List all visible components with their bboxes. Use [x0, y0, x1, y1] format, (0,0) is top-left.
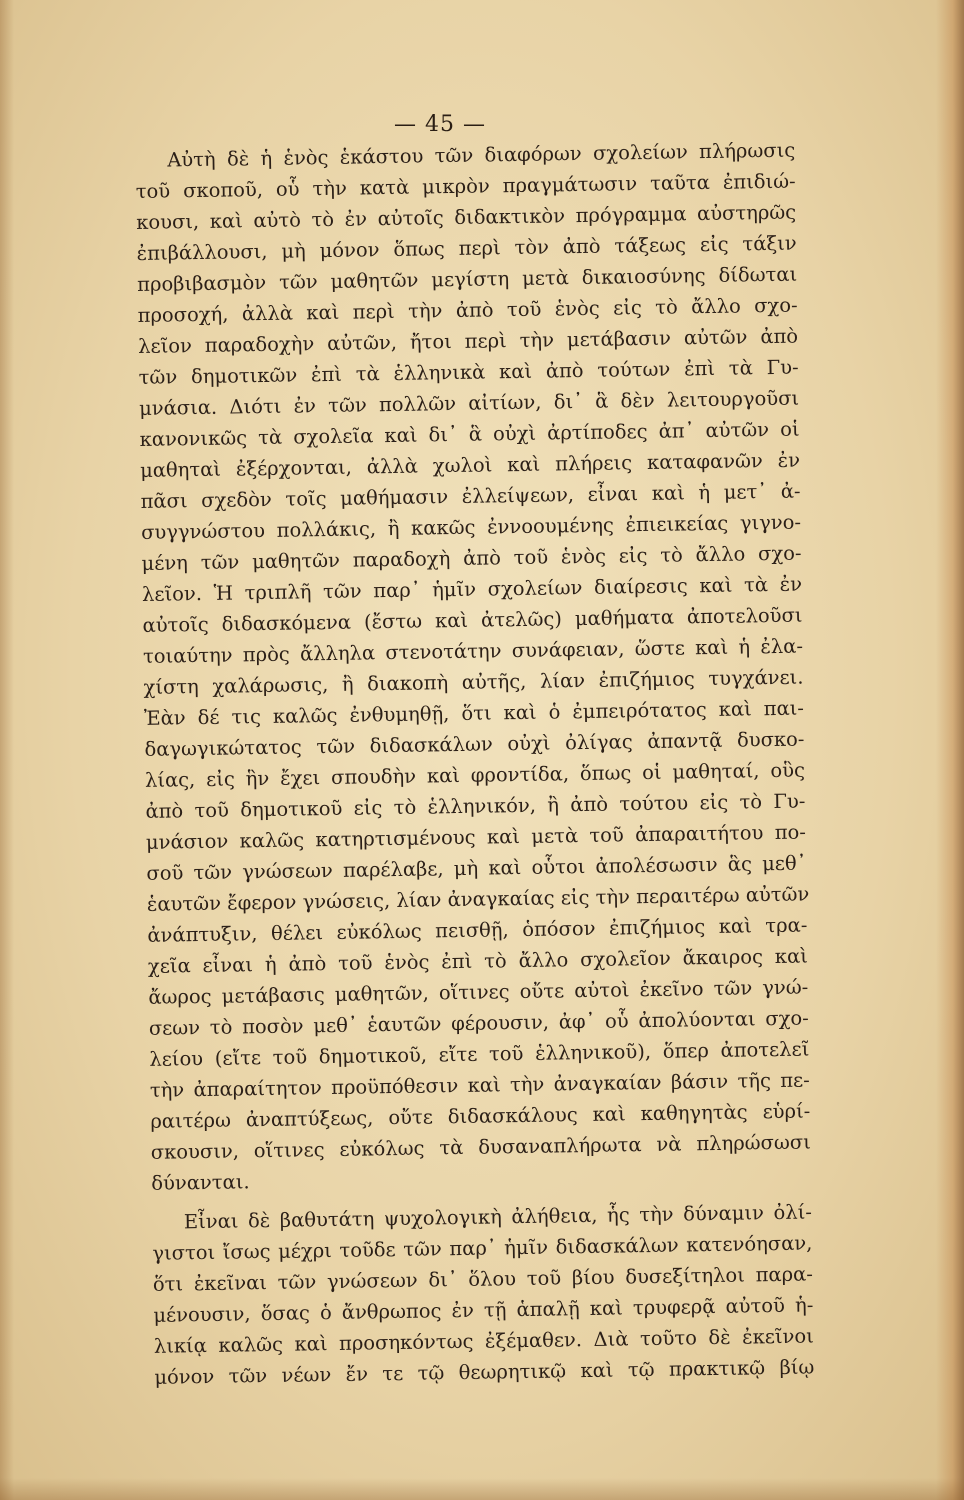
text-line: μόνον τῶν νέων ἔν τε τῷ θεωρητικῷ καὶ τῷ πρακτικῷ βίῳ: [154, 1355, 815, 1389]
text-line: σεων τὸ ποσὸν μεθ᾽ ἑαυτῶν φέρουσιν, ἀφ᾽ οὗ ἀπολύονται σχο-: [148, 1006, 809, 1040]
text-line: μνάσια. Διότι ἐν τῶν πολλῶν αἰτίων, δι᾽ ἃ δὲν λειτουργοῦσι: [138, 386, 800, 420]
body-text: [135, 135, 815, 1393]
text-line: αὐτοῖς διδασκόμενα (ἔστω καὶ ἀτελῶς) μαθήματα ἀποτελοῦσι: [142, 603, 803, 637]
text-line: τοιαύτην πρὸς ἄλληλα στενοτάτην συνάφειαν, ὥστε καὶ ἡ ἐλα-: [142, 634, 804, 668]
text-line: τὴν ἀπαραίτητον προϋπόθεσιν καὶ τὴν ἀναγκαίαν βάσιν τῆς πε-: [149, 1068, 810, 1102]
text-line: προβιβασμὸν τῶν μαθητῶν μεγίστη μετὰ δικαιοσύνης δίδωται: [137, 262, 798, 296]
text-line: λεῖον παραδοχὴν αὐτῶν, ἤτοι περὶ τὴν μετάβασιν αὐτῶν ἀπὸ: [137, 324, 799, 358]
text-line: ἐπιβάλλουσι, μὴ μόνον ὅπως περὶ τὸν ἀπὸ τάξεως εἰς τάξιν: [136, 231, 797, 265]
text-line: ἀνάπτυξιν, θέλει εὐκόλως πεισθῇ, ὁπόσον ἐπιζήμιος καὶ τρα-: [147, 913, 808, 947]
text-line: συγγνώστου πολλάκις, ἢ κακῶς ἐννοουμένης ἐπιεικείας γιγνο-: [140, 510, 802, 544]
text-line: λικίᾳ καλῶς καὶ προσηκόντως ἐξέμαθεν. Διὰ τοῦτο δὲ ἐκεῖνοι: [153, 1324, 814, 1358]
text-line: μένουσιν, ὅσας ὁ ἄνθρωπος ἐν τῇ ἁπαλῇ καὶ τρυφερᾷ αὐτοῦ ἡ-: [153, 1293, 814, 1327]
text-line: μνάσιον καλῶς κατηρτισμένους καὶ μετὰ τοῦ ἀπαραιτήτου πο-: [145, 820, 807, 854]
text-line: μαθηταὶ ἐξέρχονται, ἀλλὰ χωλοὶ καὶ πλήρεις καταφανῶν ἐν: [139, 448, 801, 482]
page-number: — 45 —: [394, 112, 486, 137]
text-line: Ἐὰν δέ τις καλῶς ἐνθυμηθῇ, ὅτι καὶ ὁ ἐμπειρότατος καὶ παι-: [143, 696, 805, 730]
text-line: ἀπὸ τοῦ δημοτικοῦ εἰς τὸ ἑλληνικόν, ἢ ἀπὸ τούτου εἰς τὸ Γυ-: [145, 789, 806, 823]
text-line: κουσι, καὶ αὐτὸ τὸ ἐν αὐτοῖς διδακτικὸν πρόγραμμα αὐστηρῶς: [136, 200, 797, 234]
text-line: τοῦ σκοποῦ, οὗ τὴν κατὰ μικρὸν πραγμάτωσιν ταῦτα ἐπιδιώ-: [135, 169, 796, 203]
text-line: μένη τῶν μαθητῶν παραδοχὴ ἀπὸ τοῦ ἑνὸς εἰς τὸ ἄλλο σχο-: [141, 541, 802, 575]
text-line: Εἶναι δὲ βαθυτάτη ψυχολογικὴ ἀλήθεια, ἧς τὴν δύναμιν ὀλί-: [183, 1200, 813, 1234]
text-line: ἄωρος μετάβασις μαθητῶν, οἵτινες οὔτε αὐτοὶ ἐκεῖνο τῶν γνώ-: [148, 975, 809, 1009]
text-line: ἑαυτῶν ἔφερον γνώσεις, λίαν ἀναγκαίας εἰς τὴν περαιτέρω αὐτῶν: [146, 882, 810, 916]
text-line: προσοχή, ἀλλὰ καὶ περὶ τὴν ἀπὸ τοῦ ἑνὸς εἰς τὸ ἄλλο σχο-: [137, 293, 798, 327]
text-line: λεῖον. Ἡ τριπλῆ τῶν παρ᾽ ἡμῖν σχολείων διαίρεσις καὶ τὰ ἐν: [141, 572, 803, 606]
text-line: ραιτέρω ἀναπτύξεως, οὔτε διδασκάλους καὶ καθηγητὰς εὑρί-: [150, 1099, 811, 1133]
text-line: σκουσιν, οἵτινες εὐκόλως τὰ δυσαναπλήρωτα νὰ πληρώσωσι: [150, 1130, 811, 1164]
text-line: σοῦ τῶν γνώσεων παρέλαβε, μὴ καὶ οὗτοι ἀπολέσωσιν ἃς μεθ᾽: [146, 851, 807, 885]
paragraph-2: [152, 1197, 815, 1393]
text-line: δαγωγικώτατος τῶν διδασκάλων οὐχὶ ὀλίγας ἀπαντᾷ δυσκο-: [144, 727, 805, 761]
text-line: λείου (εἴτε τοῦ δημοτικοῦ, εἴτε τοῦ ἑλληνικοῦ), ὅπερ ἀποτελεῖ: [149, 1037, 810, 1071]
page-edge-shadow-right: [936, 0, 964, 1500]
text-line: πᾶσι σχεδὸν τοῖς μαθήμασιν ἐλλείψεων, εἶναι καὶ ἡ μετ᾽ ἀ-: [140, 479, 801, 513]
text-line: λίας, εἰς ἣν ἔχει σπουδὴν καὶ φροντίδα, ὅπως οἱ μαθηταί, οὓς: [144, 758, 806, 792]
page-edge-shadow-bottom: [0, 1478, 964, 1500]
paragraph-1: [135, 135, 811, 1199]
page-edge-shadow-left: [0, 0, 14, 1500]
text-line: γιστοι ἴσως μέχρι τοῦδε τῶν παρ᾽ ἡμῖν διδασκάλων κατενόησαν,: [152, 1231, 813, 1265]
text-line: τῶν δημοτικῶν ἐπὶ τὰ ἑλληνικὰ καὶ ἀπὸ τούτων ἐπὶ τὰ Γυ-: [138, 355, 799, 389]
text-line: ὅτι ἐκεῖναι τῶν γνώσεων δι᾽ ὅλου τοῦ βίου δυσεξίτηλοι παρα-: [152, 1262, 813, 1296]
text-line: δύνανται.: [151, 1170, 250, 1195]
text-line: χίστη χαλάρωσις, ἢ διακοπὴ αὐτῆς, λίαν ἐπιζήμιος τυγχάνει.: [143, 665, 804, 699]
text-line: χεῖα εἶναι ἡ ἀπὸ τοῦ ἑνὸς ἐπὶ τὸ ἄλλο σχολεῖον ἄκαιρος καὶ: [147, 944, 809, 978]
text-line: Αὐτὴ δὲ ἡ ἑνὸς ἑκάστου τῶν διαφόρων σχολείων πλήρωσις: [167, 138, 796, 172]
text-line: κανονικῶς τὰ σχολεῖα καὶ δι᾽ ἃ οὐχὶ ἀρτίποδες ἀπ᾽ αὐτῶν οἱ: [139, 417, 800, 451]
